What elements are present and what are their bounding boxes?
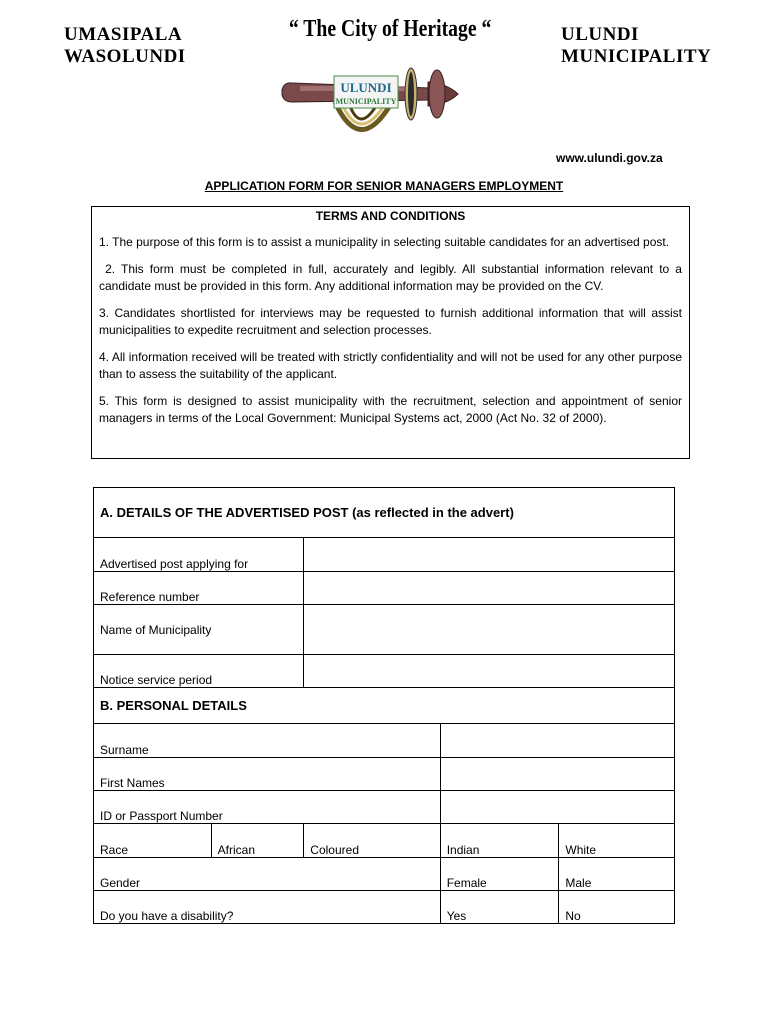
terms-item: 5. This form is designed to assist municipality with the recruitment, selection and appointment of senior managers in terms of the Local Government: Municipal Systems act, 2000 (Act No. 32 of 2000). bbox=[99, 394, 682, 425]
reference-number-label: Reference number bbox=[94, 572, 304, 605]
id-number-field[interactable] bbox=[440, 791, 674, 824]
terms-item: 3. Candidates shortlisted for interviews may be requested to furnish additional information that will assist municipalities to expedite recruitment and selection processes. bbox=[99, 306, 682, 337]
municipality-name-field[interactable] bbox=[304, 605, 675, 655]
advertised-post-label: Advertised post applying for bbox=[94, 538, 304, 572]
terms-item: 1. The purpose of this form is to assist a municipality in selecting suitable candidates for an advertised post. bbox=[99, 235, 670, 249]
municipality-name-label: Name of Municipality bbox=[94, 605, 304, 655]
header-left-line2: WASOLUNDI bbox=[64, 46, 186, 67]
municipality-logo bbox=[280, 62, 460, 154]
form-title: APPLICATION FORM FOR SENIOR MANAGERS EMPLOYMENT bbox=[204, 179, 564, 193]
disability-label: Do you have a disability? bbox=[94, 891, 441, 924]
header-right-line1: ULUNDI bbox=[561, 24, 639, 45]
notice-period-field[interactable] bbox=[304, 655, 675, 688]
terms-title: TERMS AND CONDITIONS bbox=[315, 209, 466, 223]
logo-text-line1: ULUNDI bbox=[340, 80, 392, 95]
website-link[interactable]: www.ulundi.gov.za bbox=[556, 151, 663, 165]
terms-item: 4. All information received will be treated with strictly confidentiality and will not be used for any other purpose than to assess the suitability of the applicant. bbox=[99, 350, 682, 381]
first-names-label: First Names bbox=[94, 758, 441, 791]
header-right bbox=[561, 24, 711, 68]
disability-option-no[interactable]: No bbox=[559, 891, 675, 924]
header-left bbox=[64, 24, 186, 68]
gender-option-male[interactable]: Male bbox=[559, 858, 675, 891]
logo-text-line2: MUNICIPALITY bbox=[335, 97, 397, 106]
terms-box bbox=[91, 206, 690, 459]
race-option-african[interactable]: African bbox=[211, 824, 304, 858]
header-right-line2: MUNICIPALITY bbox=[561, 46, 712, 67]
id-number-label: ID or Passport Number bbox=[94, 791, 441, 824]
disability-option-yes[interactable]: Yes bbox=[440, 891, 559, 924]
race-label: Race bbox=[94, 824, 212, 858]
gender-option-female[interactable]: Female bbox=[440, 858, 559, 891]
application-form-table bbox=[93, 487, 675, 924]
race-option-coloured[interactable]: Coloured bbox=[304, 824, 440, 858]
notice-period-label: Notice service period bbox=[94, 655, 304, 688]
surname-field[interactable] bbox=[440, 724, 674, 758]
section-a-title: A. DETAILS OF THE ADVERTISED POST (as reflected in the advert) bbox=[94, 488, 675, 538]
section-b-title: B. PERSONAL DETAILS bbox=[94, 688, 675, 724]
advertised-post-field[interactable] bbox=[304, 538, 675, 572]
motto: “ The City of Heritage “ bbox=[288, 16, 492, 42]
first-names-field[interactable] bbox=[440, 758, 674, 791]
gender-label: Gender bbox=[94, 858, 441, 891]
surname-label: Surname bbox=[94, 724, 441, 758]
race-option-indian[interactable]: Indian bbox=[440, 824, 559, 858]
header-left-line1: UMASIPALA bbox=[64, 24, 183, 45]
reference-number-field[interactable] bbox=[304, 572, 675, 605]
terms-item: 2. This form must be completed in full, accurately and legibly. All substantial information relevant to a candidate must be provided in this form. Any additional information may be provided on the CV. bbox=[99, 262, 686, 293]
race-option-white[interactable]: White bbox=[559, 824, 675, 858]
